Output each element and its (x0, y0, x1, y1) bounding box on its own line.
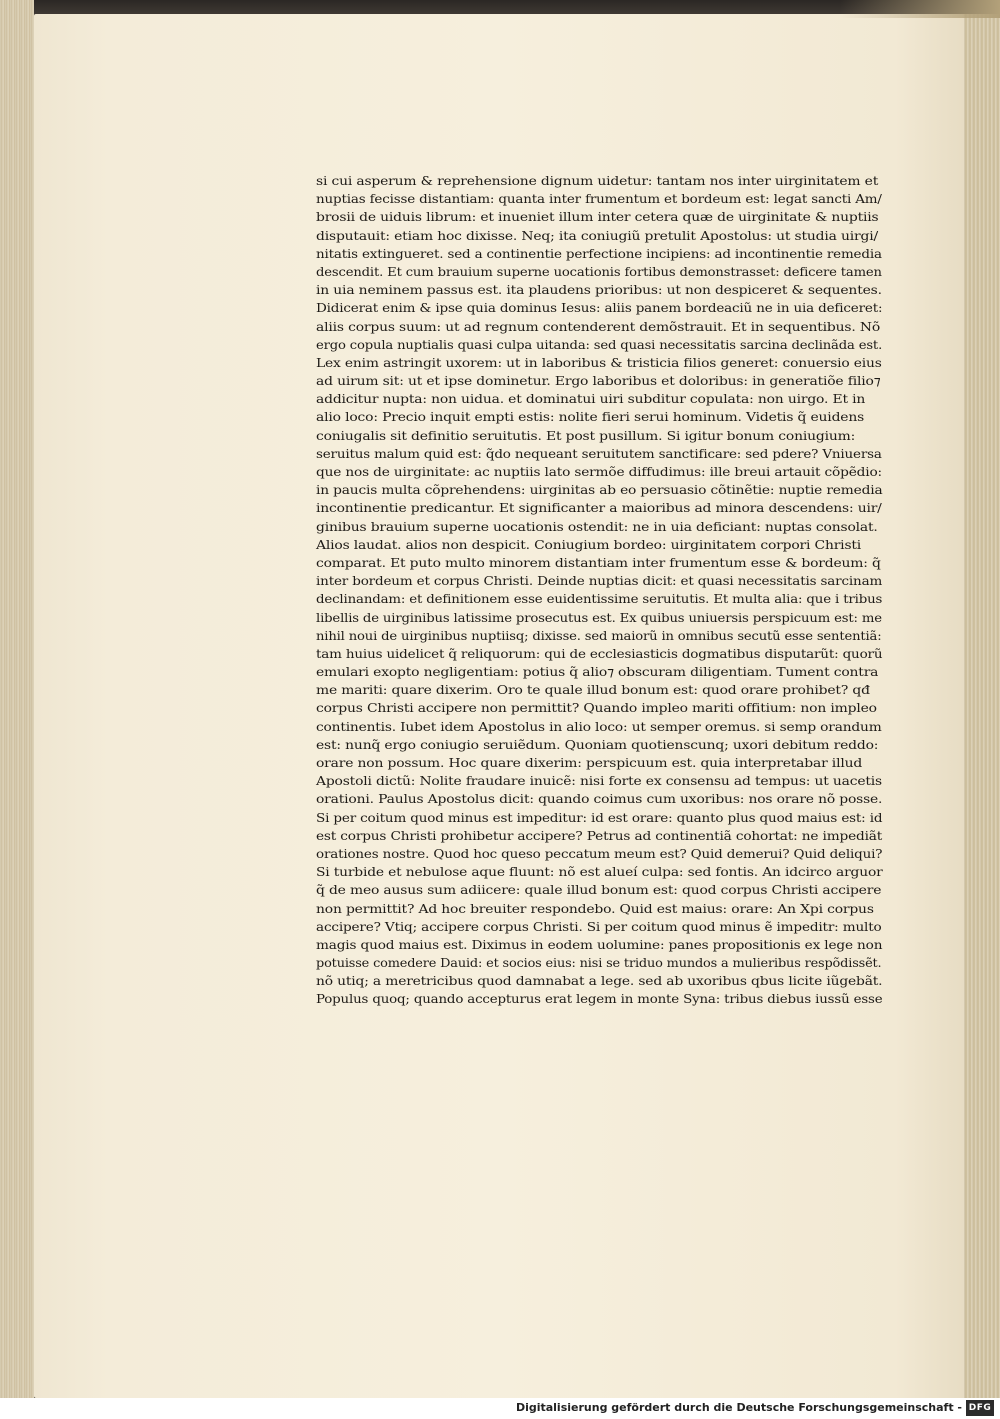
dfg-logo-icon: DFG (966, 1400, 994, 1416)
text-line: brosii de uiduis librum: et inueniet illum inter cetera quæ de uirginitate & nuptiis (316, 209, 879, 225)
text-line: declinandam: et definitionem esse euidentissime seruitutis. Et multa alia: que i tribus (316, 591, 883, 607)
text-line: nitatis extingueret. sed a continentie perfectione incipiens: ad incontinentie remedia (316, 245, 882, 261)
text-line: descendit. Et cum brauium superne uocationis fortibus demonstrasset: deficere tamen (316, 263, 882, 279)
book-right-page-edges (964, 14, 1000, 1398)
text-line: in paucis multa cõprehendens: uirginitas ab eo persuasio cõtinẽtie: nuptie remedia (316, 482, 883, 498)
text-line: accipere? Vtiq; accipere corpus Christi. Si per coitum quod minus ẽ impeditr: multo (316, 918, 882, 934)
text-line: q̃ de meo ausus sum adiicere: quale illud bonum est: quod corpus Christi accipere (316, 882, 882, 898)
text-line: orationes nostre. Quod hoc queso peccatum meum est? Quid demerui? Quid deliqui? (316, 845, 883, 861)
text-line: comparat. Et puto multo minorem distantiam inter frumentum esse & bordeum: q̃ (316, 554, 881, 570)
text-line: potuisse comedere Dauid: et socios eius: nisi se triduo mundos a mulieribus respõdissẽt. (316, 955, 882, 971)
text-line: Lex enim astringit uxorem: ut in laboribus & tristicia filios generet: conuersio eius (316, 354, 882, 370)
text-line: est corpus Christi prohibetur accipere? Petrus ad continentiã cohortat: ne impediãt (316, 827, 883, 843)
text-line: Si turbide et nebulose aque fluunt: nõ est alueí culpa: sed fontis. An idcirco arguor (316, 864, 883, 880)
text-line: orare non possum. Hoc quare dixerim: perspicuum est. quia interpretabar illud (316, 755, 863, 770)
text-line: si cui asperum & reprehensione dignum uidetur: tantam nos inter uirginitatem et (316, 173, 879, 188)
text-line: libellis de uirginibus latissime prosecutus est. Ex quibus uniuersis perspicuum est: me (316, 609, 882, 625)
digitization-footer (0, 1398, 1000, 1419)
text-line: orationi. Paulus Apostolus dicit: quando coimus cum uxoribus: nos orare nõ posse. (316, 791, 883, 807)
book-left-page-edges (0, 0, 34, 1398)
text-line: Populus quoq; quando accepturus erat legem in monte Syna: tribus diebus iussũ esse (316, 991, 883, 1007)
text-line: ergo copula nuptialis quasi culpa uitanda: sed quasi necessitatis sarcina declinãda est. (316, 336, 883, 352)
text-line: nuptias fecisse distantiam: quanta inter frumentum et bordeum est: legat sancti Am/ (316, 191, 882, 207)
text-line: Didicerat enim & ipse quia dominus Iesus: aliis panem bordeaciũ ne in uia deficeret: (316, 300, 883, 316)
text-line: emulari exopto negligentiam: potius q̃ alio⁊ obscuram diligentiam. Tument contra (316, 664, 879, 680)
text-line: seruitus malum quid est: q̃do nequeant seruitutem sanctificare: sed pdere? Vniuersa (316, 445, 882, 461)
funding-credit: Digitalisierung gefördert durch die Deutsche Forschungsgemeinschaft - (515, 1401, 962, 1414)
text-line: corpus Christi accipere non permittit? Quando impleo mariti offitium: non impleo (316, 700, 877, 716)
text-line: nihil noui de uirginibus nuptiisq; dixisse. sed maiorũ in omnibus secutũ esse sententiã: (316, 627, 882, 643)
text-line: non permittit? Ad hoc breuiter respondebo. Quid est maius: orare: An Xpi corpus (316, 900, 874, 916)
text-line: addicitur nupta: non uidua. et dominatui uiri subditur copulata: non uirgo. Et in (316, 391, 866, 407)
text-line: ad uirum sit: ut et ipse dominetur. Ergo laboribus et doloribus: in generatiõe filio⁊ (316, 373, 881, 389)
text-line: in uia neminem passus est. ita plaudens prioribus: ut non despiceret & sequentes. (316, 282, 882, 298)
text-line: continentis. Iubet idem Apostolus in alio loco: ut semper oremus. si semp orandum (316, 718, 882, 734)
text-line: nõ utiq; a meretricibus quod damnabat a lege. sed ab uxoribus qbus licite iũgebãt. (316, 973, 883, 989)
text-line: Si per coitum quod minus est impeditur: id est orare: quanto plus quod maius est: id (316, 809, 883, 825)
text-line: me mariti: quare dixerim. Oro te quale illud bonum est: quod orare prohibet? qđ (316, 682, 870, 698)
text-line: aliis corpus suum: ut ad regnum contenderent demõstrauit. Et in sequentibus. Nõ (316, 318, 881, 334)
text-line: coniugalis sit definitio seruitutis. Et post pusillum. Si igitur bonum coniugium: (316, 427, 856, 443)
text-line: inter bordeum et corpus Christi. Deinde nuptias dicit: et quasi necessitatis sarcinam (316, 573, 883, 589)
text-line: alio loco: Precio inquit empti estis: nolite fieri serui hominum. Videtis q̃ euidens (316, 409, 865, 425)
text-line: Alios laudat. alios non despicit. Coniugium bordeo: uirginitatem corpori Christi (316, 536, 862, 552)
text-line: magis quod maius est. Diximus in eodem uolumine: panes propositionis ex lege non (316, 936, 883, 952)
text-line: ginibus brauium superne uocationis ostendit: ne in uia deficiant: nuptas consolat. (316, 518, 878, 534)
text-line: Apostoli dictũ: Nolite fraudare inuicẽ: nisi forte ex consensu ad tempus: ut uacetis (316, 773, 882, 789)
page-corner-fold (840, 0, 1000, 18)
text-line: disputauit: etiam hoc dixisse. Neq; ita coniugiũ pretulit Apostolus: ut studia uirgi/ (316, 227, 879, 243)
text-line: tam huius uidelicet q̃ reliquorum: qui de ecclesiasticis dogmatibus disputarũt: quorũ (316, 645, 883, 661)
text-line: est: nunq̃ ergo coniugio seruiẽdum. Quoniam quotienscunq; uxori debitum reddo: (316, 736, 879, 752)
text-line: incontinentie predicantur. Et significanter a maioribus ad minora descendens: uir/ (316, 500, 882, 516)
incunable-text-block (316, 172, 882, 1009)
text-line: que nos de uirginitate: ac nuptiis lato sermõe diffudimus: ille breui artauit cõpẽdio: (316, 464, 883, 479)
